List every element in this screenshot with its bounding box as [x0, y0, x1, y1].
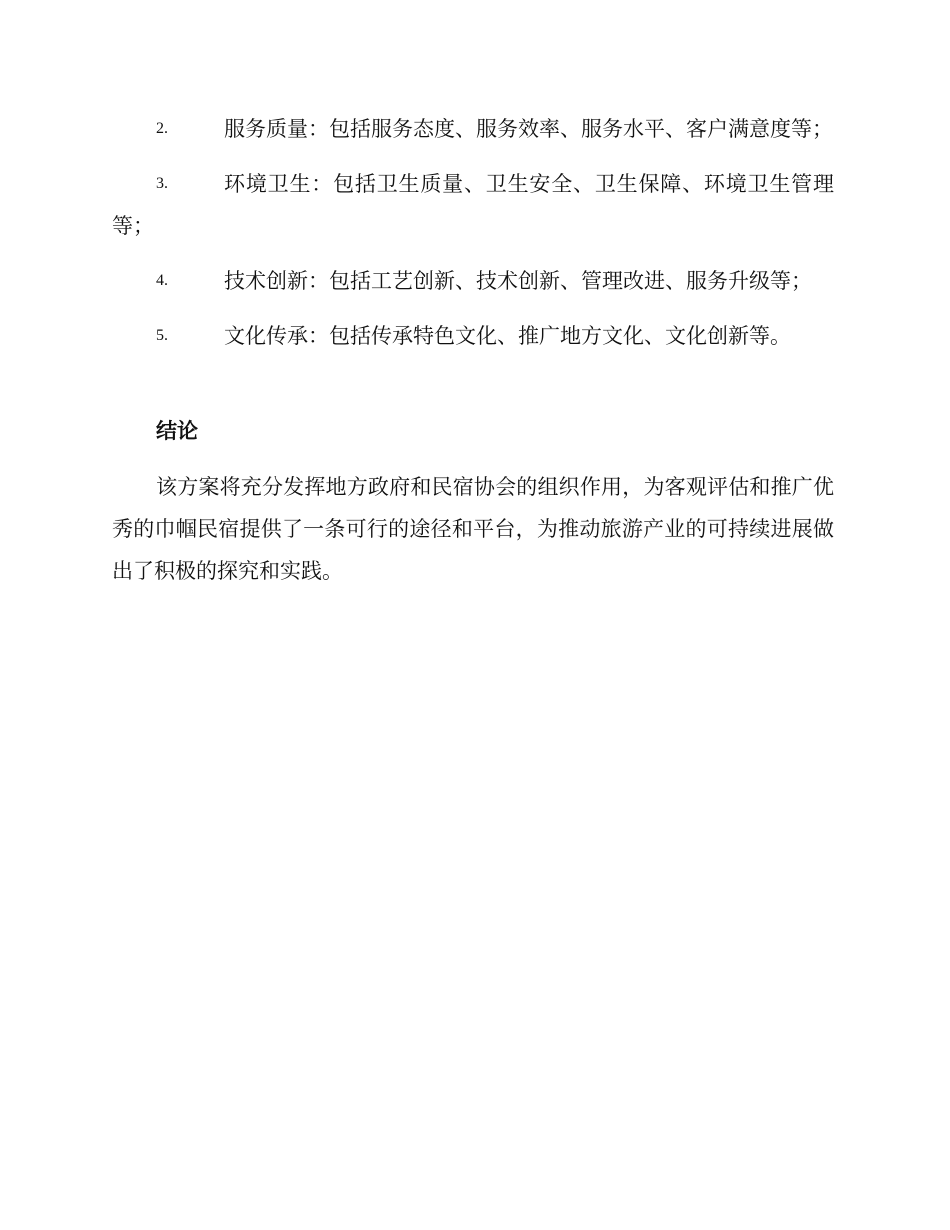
list-number: 5. [156, 327, 168, 344]
list-item [112, 260, 834, 302]
criteria-list [112, 108, 834, 370]
list-number: 4. [156, 272, 168, 289]
conclusion-paragraph: 该方案将充分发挥地方政府和民宿协会的组织作用，为客观评估和推广优秀的巾帼民宿提供了一条可行的途径和平台，为推动旅游产业的可持续进展做出了积极的探究和实践。 [112, 475, 834, 583]
list-text: 文化传承：包括传承特色文化、推广地方文化、文化创新等。 [224, 324, 791, 348]
list-text: 服务质量：包括服务态度、服务效率、服务水平、客户满意度等； [224, 117, 833, 141]
list-item [112, 163, 834, 247]
list-text: 环境卫生：包括卫生质量、卫生安全、卫生保障、环境卫生管理等； [112, 172, 834, 238]
list-number: 2. [156, 120, 168, 137]
conclusion-heading: 结论 [156, 419, 198, 443]
list-item [112, 108, 834, 150]
list-text: 技术创新：包括工艺创新、技术创新、管理改进、服务升级等； [224, 269, 812, 293]
list-number: 3. [156, 175, 168, 192]
list-item [112, 315, 834, 357]
